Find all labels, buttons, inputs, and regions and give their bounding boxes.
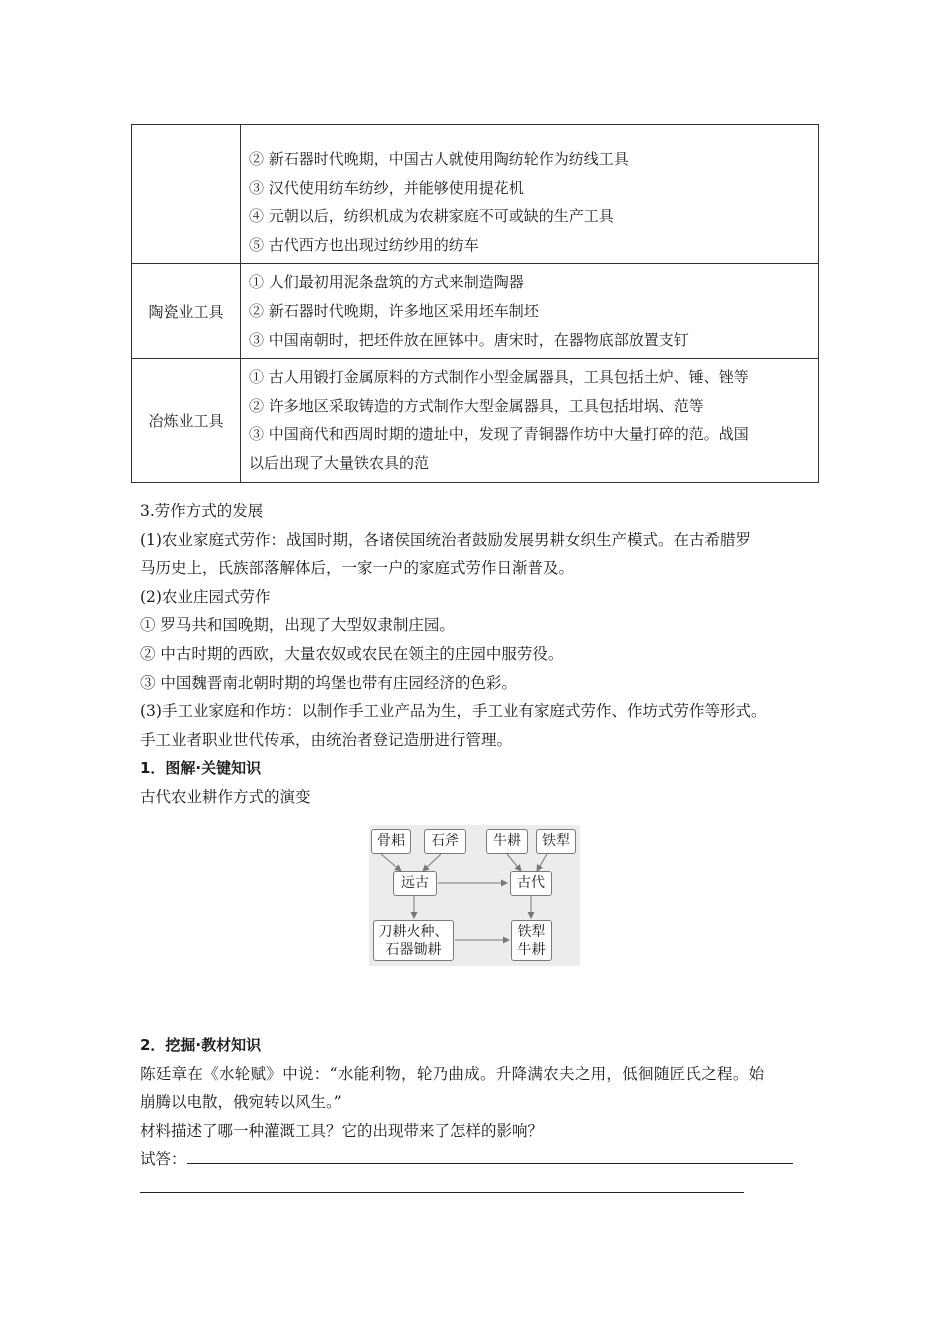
answer-blank-line[interactable] [140, 1174, 744, 1193]
section-3 [140, 497, 830, 812]
quote-line: 崩腾以电散，俄宛转以风生。” [140, 1093, 342, 1112]
table-row [132, 264, 819, 359]
part-2 [140, 1031, 830, 1202]
table-items-cell [241, 125, 819, 264]
paragraph-line: ③ 中国魏晋南北朝时期的坞堡也带有庄园经济的色彩。 [140, 673, 517, 692]
box-gusi: 骨耜 [371, 829, 411, 854]
table-row [132, 125, 819, 264]
table-item: ③ 中国南朝时，把坯件放在匣钵中。唐宋时，在器物底部放置支钉 [249, 330, 689, 349]
table-item: 以后出现了大量铁农具的范 [249, 453, 430, 472]
table-item: ③ 汉代使用纺车纺纱，并能够使用提花机 [249, 178, 524, 197]
box-yuangu: 远古 [393, 871, 437, 896]
box-tieli-niugeng [511, 920, 552, 961]
tools-table [131, 124, 819, 483]
answer-label: 试答： [140, 1150, 187, 1169]
answer-blank-line[interactable] [187, 1145, 793, 1164]
box-gudai: 古代 [510, 871, 552, 896]
farming-evolution-diagram [369, 825, 580, 966]
box-line: 刀耕火种、 [378, 924, 449, 940]
box-niugeng: 牛耕 [486, 829, 528, 854]
answer-row-2 [140, 1174, 830, 1202]
table-item: ⑤ 古代西方也出现过纺纱用的纺车 [249, 235, 479, 254]
paragraph-line: (2)农业庄园式劳作 [140, 587, 271, 606]
question-text: 材料描述了哪一种灌溉工具？它的出现带来了怎样的影响？ [140, 1121, 544, 1140]
section-title: 3.劳作方式的发展 [140, 502, 264, 520]
box-line: 石器锄耕 [385, 942, 442, 958]
table-row [132, 359, 819, 482]
table-item: ① 古人用锻打金属原料的方式制作小型金属器具，工具包括土炉、锤、锉等 [249, 368, 749, 387]
part2-heading: 2．挖掘·教材知识 [140, 1036, 262, 1054]
box-line: 铁犁 [517, 924, 546, 940]
table-item: ② 新石器时代晚期，中国古人就使用陶纺轮作为纺线工具 [249, 150, 629, 168]
table-item: ① 人们最初用泥条盘筑的方式来制造陶器 [249, 273, 524, 292]
table-category-cell: 陶瓷业工具 [132, 264, 241, 359]
table-item: ② 许多地区采取铸造的方式制作大型金属器具，工具包括坩埚、范等 [249, 396, 704, 415]
box-shifu: 石斧 [424, 829, 466, 854]
box-tieli: 铁犁 [536, 829, 576, 854]
part1-heading: 1．图解·关键知识 [140, 759, 262, 778]
paragraph-line: 马历史上，氏族部落解体后，一家一户的家庭式劳作日渐普及。 [140, 559, 575, 578]
diagram-caption: 古代农业耕作方式的演变 [140, 787, 311, 806]
box-line: 牛耕 [517, 942, 546, 958]
paragraph-line: ① 罗马共和国晚期，出现了大型奴隶制庄园。 [140, 616, 455, 635]
paragraph-line: ② 中古时期的西欧，大量农奴或农民在领主的庄园中服劳役。 [140, 644, 564, 663]
quote-line: 陈廷章在《水轮赋》中说：“水能利物，轮乃曲成。升降满农夫之用，低徊随匠氏之程。始 [140, 1064, 765, 1083]
table-item: ② 新石器时代晚期，许多地区采用坯车制坯 [249, 301, 539, 320]
paragraph-line: 手工业者职业世代传承，由统治者登记造册进行管理。 [140, 730, 513, 749]
table-category-cell [132, 125, 241, 264]
box-daogeng [373, 920, 454, 961]
table-items-cell [241, 264, 819, 359]
table-category-cell: 冶炼业工具 [132, 359, 241, 482]
table-item: ③ 中国商代和西周时期的遗址中，发现了青铜器作坊中大量打碎的范。战国 [249, 425, 749, 444]
table-items-cell [241, 359, 819, 482]
paragraph-line: (1)农业家庭式劳作：战国时期，各诸侯国统治者鼓励发展男耕女织生产模式。在古希腊罗 [140, 530, 751, 549]
table-item: ④ 元朝以后，纺织机成为农耕家庭不可或缺的生产工具 [249, 207, 614, 226]
paragraph-line: (3)手工业家庭和作坊：以制作手工业产品为生，手工业有家庭式劳作、作坊式劳作等形式。 [140, 702, 767, 721]
answer-row [140, 1145, 830, 1174]
